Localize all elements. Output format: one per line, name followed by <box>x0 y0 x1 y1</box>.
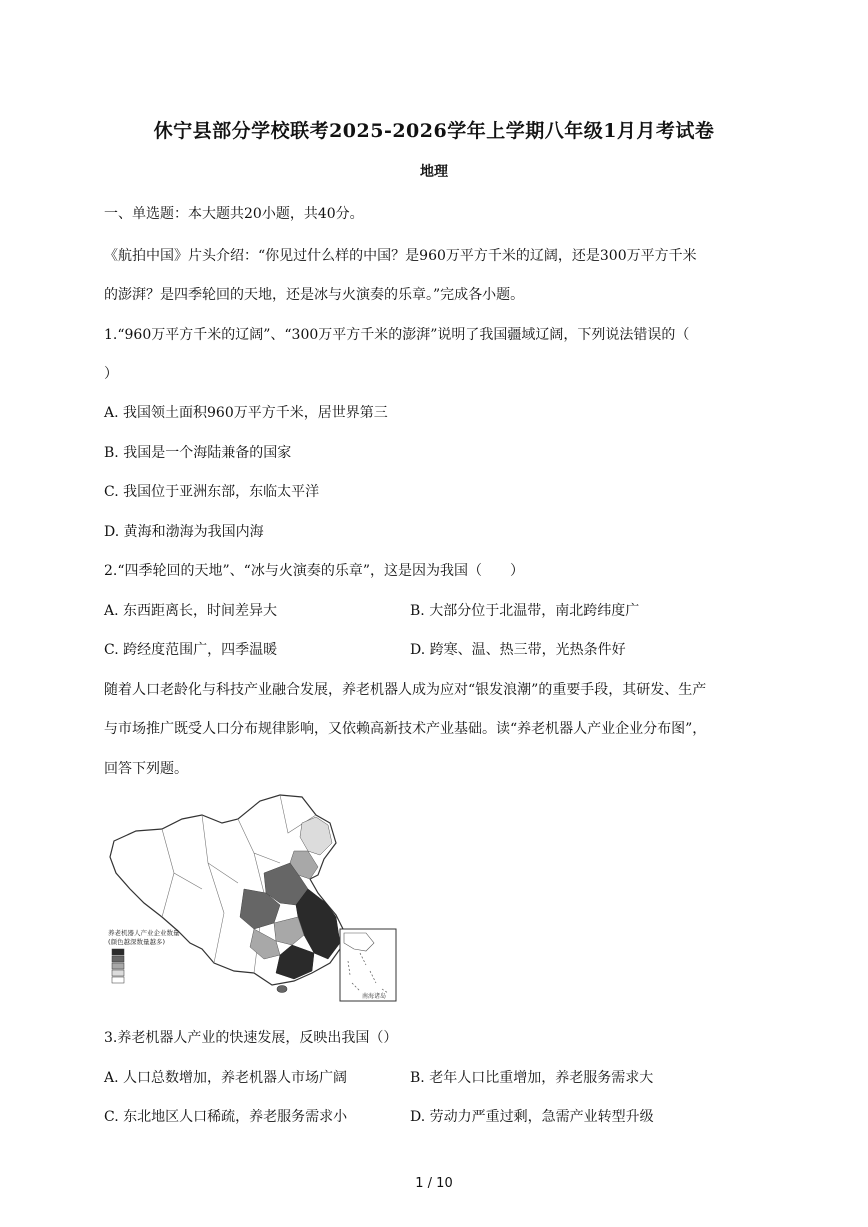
page-number: 1 / 10 <box>415 1176 453 1191</box>
intro-2-line-3: 回答下列题。 <box>104 761 188 777</box>
question-2-option-c: C. 跨经度范围广，四季温暖 <box>104 642 278 658</box>
legend-swatch-none <box>112 977 124 983</box>
question-3-option-c: C. 东北地区人口稀疏，养老服务需求小 <box>104 1109 348 1125</box>
legend-swatch-mid <box>112 963 124 969</box>
question-3-option-b: B. 老年人口比重增加，养老服务需求大 <box>410 1070 654 1086</box>
section-heading: 一、单选题：本大题共20小题，共40分。 <box>104 206 364 222</box>
legend-title: 养老机器人产业企业数量 <box>108 929 180 937</box>
legend-swatch-dark <box>112 956 124 962</box>
question-3-option-d: D. 劳动力严重过剩，急需产业转型升级 <box>410 1109 654 1125</box>
question-1-option-b: B. 我国是一个海陆兼备的国家 <box>104 445 292 461</box>
page-title: 休宁县部分学校联考2025-2026学年上学期八年级1月月考试卷 <box>153 120 715 142</box>
question-2-option-d: D. 跨寒、温、热三带，光热条件好 <box>410 642 626 658</box>
intro-2-line-2: 与市场推广既受人口分布规律影响，又依赖高新技术产业基础。读“养老机器人产业企业分布图”， <box>104 721 707 737</box>
legend-swatch-darkest <box>112 949 124 955</box>
question-1-stem-end: ） <box>104 366 118 382</box>
question-2-option-b: B. 大部分位于北温带，南北跨纬度广 <box>410 603 640 619</box>
hainan-island <box>277 986 287 993</box>
legend-note: (颜色越深数量越多) <box>108 938 166 946</box>
question-1-option-d: D. 黄海和渤海为我国内海 <box>104 524 264 540</box>
question-1-stem: 1.“960万平方千米的辽阔”、“300万平方千米的澎湃”说明了我国疆域辽阔，下列说法错误的（ <box>104 327 690 343</box>
question-3-option-a: A. 人口总数增加，养老机器人市场广阔 <box>104 1070 348 1086</box>
inset-label: 南海诸岛 <box>361 993 387 1000</box>
question-1-option-c: C. 我国位于亚洲东部，东临太平洋 <box>104 484 320 500</box>
question-1-option-a: A. 我国领土面积960万平方千米，居世界第三 <box>104 405 388 421</box>
question-2-option-a: A. 东西距离长，时间差异大 <box>104 603 278 619</box>
question-3-stem: 3.养老机器人产业的快速发展，反映出我国（） <box>104 1030 398 1046</box>
intro-1-line-1: 《航拍中国》片头介绍：“你见过什么样的中国？是960万平方千米的辽阔，还是300万平方千米 <box>104 248 697 264</box>
legend-swatch-light <box>112 970 124 976</box>
question-2-stem: 2.“四季轮回的天地”、“冰与火演奏的乐章”，这是因为我国（ ） <box>104 563 524 579</box>
intro-2-line-1: 随着人口老龄化与科技产业融合发展，养老机器人成为应对“银发浪潮”的重要手段，其研发、生产 <box>104 682 707 698</box>
intro-1-line-2: 的澎湃？是四季轮回的天地，还是冰与火演奏的乐章。”完成各小题。 <box>104 287 525 303</box>
subject-heading: 地理 <box>420 164 448 180</box>
elderly-robot-industry-map <box>104 793 404 1005</box>
